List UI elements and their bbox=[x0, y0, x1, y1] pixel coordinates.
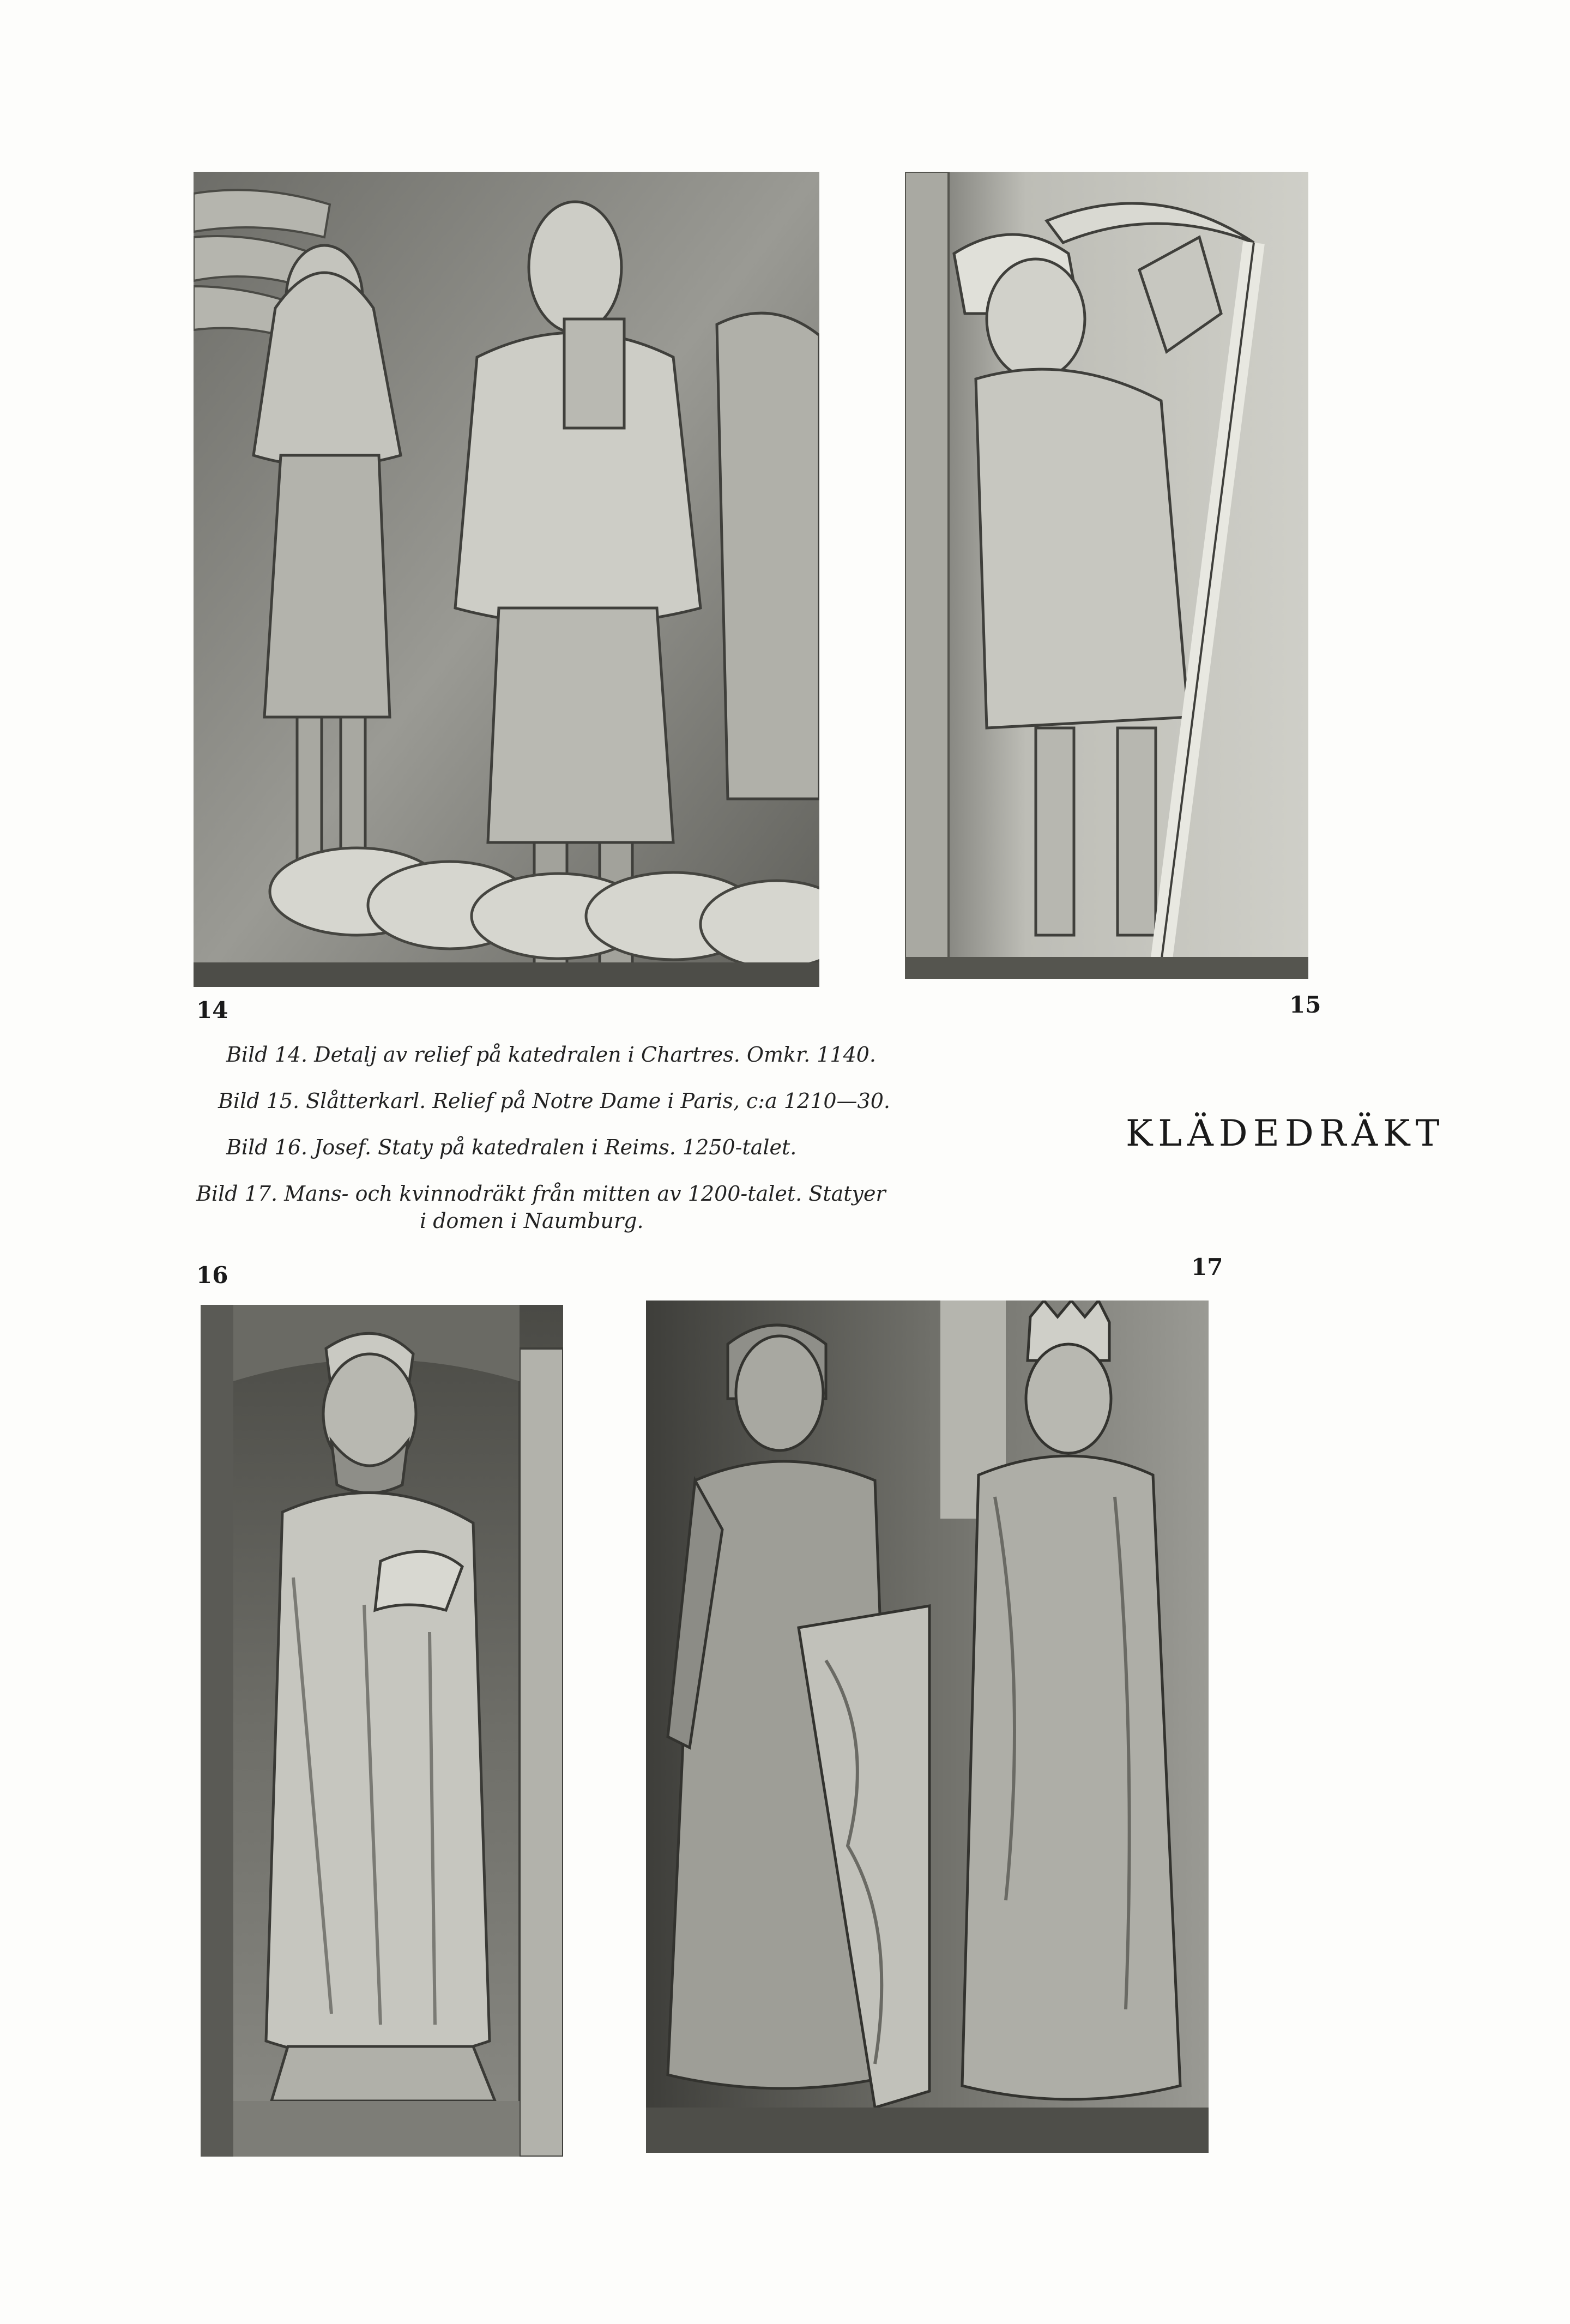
caption-bild-16: Bild 16. Josef. Staty på katedralen i Reims. 1250-talet. bbox=[226, 1135, 797, 1159]
figure-17-statues-illustration bbox=[646, 1301, 1209, 2153]
caption-bild-14: Bild 14. Detalj av relief på katedralen i Chartres. Omkr. 1140. bbox=[226, 1043, 877, 1067]
figure-15-relief-illustration bbox=[905, 172, 1308, 979]
figure-17-number: 17 bbox=[1191, 1254, 1223, 1280]
caption-bild-15: Bild 15. Slåtterkarl. Relief på Notre Dame i Paris, c:a 1210—30. bbox=[218, 1089, 890, 1113]
figure-17-photo bbox=[646, 1301, 1209, 2153]
figure-14-photo bbox=[194, 172, 819, 987]
figure-16-number: 16 bbox=[196, 1262, 228, 1289]
figure-14-relief-illustration bbox=[194, 172, 819, 987]
figure-15-number: 15 bbox=[1289, 991, 1321, 1018]
caption-bild-17-line-1: Bild 17. Mans- och kvinnodräkt från mitten av 1200-talet. Statyer bbox=[196, 1182, 886, 1206]
caption-bild-17-line-2: i domen i Naumburg. bbox=[420, 1209, 644, 1233]
section-title: KLÄDEDRÄKT bbox=[1126, 1112, 1445, 1154]
figure-15-photo bbox=[905, 172, 1308, 979]
figure-16-photo bbox=[201, 1305, 563, 2157]
figure-14-number: 14 bbox=[196, 997, 228, 1023]
figure-16-statue-illustration bbox=[201, 1305, 563, 2157]
